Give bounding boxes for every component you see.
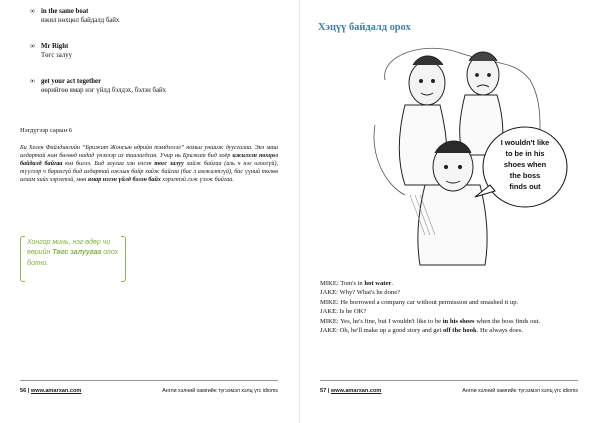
story-text: Би Хелен Файлдингийн “Брижит Жонсын өдрийн тэмдэглэл” номыг уншиж дуусгалаа. Энэ маш алдартай ном бөгөөд надад үнэхээр их таалагдсан. Учир нь Брижит бид хоёр <box>20 145 278 160</box>
footer-description: Англи хэлний хамгийн түгээмэл хэлц үгс idioms <box>162 388 278 394</box>
story-idiom-highlight: ямар нэгэн үйлд бэлэн байх <box>87 177 161 184</box>
page-footer <box>320 380 578 398</box>
dialogue-text: . <box>391 280 393 287</box>
story-text: хайж байгаа (аль ч нэг олоогүй), түүгээр ч барахгүй бид алдартай ажлын байр хайж байгаа (бас л амжилтгүй), бас үүний төлөө алхам хийх хэрэгтэй, мөн <box>20 161 279 184</box>
person-head <box>467 52 499 95</box>
footer-description: Англи хэлний хамгийн түгээмэл хэлц үгс idioms <box>462 388 578 394</box>
dialogue-block <box>320 279 582 335</box>
page-number-value: 56 <box>20 388 27 394</box>
idiom-mongolian: Төгс залуу <box>41 51 73 59</box>
bullet-icon: ∞ <box>30 42 35 50</box>
cartoon-illustration <box>365 35 570 275</box>
tip-text-part: Хонгор минь, нэг өдөр чи өөрийн <box>27 239 111 257</box>
dialogue-text: MIKE: He borrowed a company car without permission and smashed it up. <box>320 298 519 306</box>
lesson-title: Нэгдүгээр сарын 6 <box>20 127 73 134</box>
page-footer <box>20 380 278 398</box>
dialogue-idiom-highlight: off the hook <box>442 327 477 335</box>
speech-bubble-line: the boss <box>509 171 541 180</box>
person-head <box>433 141 473 191</box>
dialogue-line <box>320 326 582 335</box>
speech-bubble-line: shoes when <box>503 160 547 169</box>
footer-rule <box>320 380 578 381</box>
page-title: Хэцүү байдалд орох <box>318 22 411 33</box>
story-text: хэрэгтэй гэж үзэж байгаа. <box>160 177 234 184</box>
idiom-english: get your act together <box>41 78 102 85</box>
story-text: юм билээ. Бид хоулаа хэн нэгэн <box>62 161 155 168</box>
idiom-mongolian: өөрийгөө ямар нэг үйлд бэлдэх, бэлэн байх <box>41 86 167 94</box>
dialogue-text: MIKE: Tom's in <box>320 280 365 287</box>
story-idiom-highlight: ижилхэн нөхцөл байдалд байгаа <box>20 153 278 168</box>
dialogue-line <box>320 288 582 297</box>
page-number-value: 57 <box>320 388 327 394</box>
page-number <box>320 388 381 394</box>
idiom-english: Mr Right <box>41 43 69 50</box>
tip-text-part: олох болно. <box>27 249 119 267</box>
footer-rule <box>20 380 278 381</box>
dialogue-idiom-highlight: hot water <box>364 280 392 287</box>
dialogue-line <box>320 307 582 316</box>
dialogue-idiom-highlight: in his shoes <box>442 317 475 325</box>
tip-box <box>20 236 126 282</box>
bracket-left <box>20 236 25 282</box>
bullet-icon: ∞ <box>30 7 35 15</box>
person-head <box>409 56 445 105</box>
right-page <box>300 0 600 423</box>
dialogue-line <box>320 317 582 326</box>
story-idiom-highlight: төгс залуу <box>154 161 184 168</box>
dialogue-text: MIKE: Yes, he's fine, but I wouldn't like to be <box>320 317 443 325</box>
tip-text-bold: Төгс залуугаа <box>52 249 102 257</box>
idiom-english: in the same boat <box>41 8 89 15</box>
dialogue-text: when the boss finds out. <box>474 317 541 325</box>
dialogue-line <box>320 279 582 288</box>
tip-text <box>27 238 125 269</box>
page-number <box>20 388 81 394</box>
dialogue-line <box>320 298 582 307</box>
speech-bubble-line: I wouldn't like <box>500 138 550 147</box>
story-paragraph <box>20 144 278 184</box>
separator: | <box>326 388 331 394</box>
dialogue-text: JAKE: Why? What's he done? <box>320 289 401 297</box>
site-link[interactable]: www.amarxan.com <box>30 388 82 394</box>
bullet-icon: ∞ <box>30 77 35 85</box>
speech-bubble-line: to be in his <box>505 149 545 158</box>
separator: | <box>26 388 31 394</box>
idiom-mongolian: ижил нөхцөл байдалд байх <box>41 16 120 24</box>
site-link[interactable]: www.amarxan.com <box>330 388 382 394</box>
speech-bubble-line: finds out <box>509 182 541 191</box>
dialogue-text: JAKE: Oh, he'll make up a good story and get <box>320 327 443 335</box>
dialogue-text: JAKE: Is he OK? <box>320 308 367 316</box>
dialogue-text: . He always does. <box>476 327 523 335</box>
